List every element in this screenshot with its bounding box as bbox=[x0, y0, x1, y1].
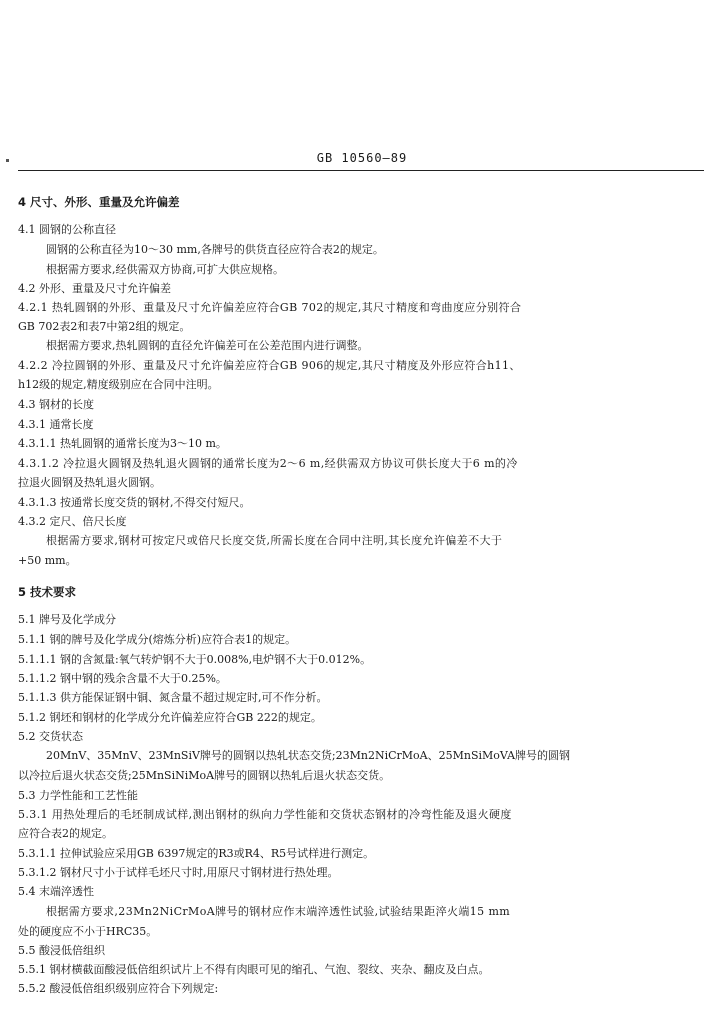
subsection-heading: 4.3.2 定尺、倍尺长度 bbox=[18, 515, 127, 528]
subsection-heading: 4.3.1 通常长度 bbox=[18, 418, 94, 431]
paragraph-line: 4.2.2 冷拉圆钢的外形、重量及尺寸允许偏差应符合GB 906的规定,其尺寸精度及外形应符合h11、 bbox=[18, 359, 521, 372]
subsection-heading: 4.1 圆钢的公称直径 bbox=[18, 223, 116, 236]
paragraph-line: 5.3.1.2 钢材尺寸小于试样毛坯尺寸时,用原尺寸钢材进行热处理。 bbox=[18, 866, 339, 879]
paragraph-line: 根据需方要求,23Mn2NiCrMoA牌号的钢材应作末端淬透性试验,试验结果距淬火端15 mm bbox=[46, 905, 511, 918]
paragraph-line: 5.1.1.3 供方能保证钢中铜、氮含量不超过规定时,可不作分析。 bbox=[18, 691, 328, 704]
paragraph-line: h12级的规定,精度级别应在合同中注明。 bbox=[18, 378, 219, 391]
paragraph-line: 圆钢的公称直径为10～30 mm,各牌号的供货直径应符合表2的规定。 bbox=[46, 243, 384, 256]
subsection-heading: 5.3 力学性能和工艺性能 bbox=[18, 789, 138, 802]
section-heading: 4 尺寸、外形、重量及允许偏差 bbox=[18, 195, 180, 209]
paragraph-line: 4.3.1.3 按通常长度交货的钢材,不得交付短尺。 bbox=[18, 496, 251, 509]
paragraph-line: 处的硬度应不小于HRC35。 bbox=[18, 925, 158, 938]
paragraph-line: 5.3.1 用热处理后的毛坯制成试样,测出钢材的纵向力学性能和交货状态钢材的冷弯性能及退火硬度 bbox=[18, 808, 512, 821]
paragraph-line: 根据需方要求,钢材可按定尺或倍尺长度交货,所需长度在合同中注明,其长度允许偏差不大于 bbox=[46, 534, 503, 547]
subsection-heading: 5.5 酸浸低倍组织 bbox=[18, 944, 105, 957]
paragraph-line: 5.1.1 钢的牌号及化学成分(熔炼分析)应符合表1的规定。 bbox=[18, 633, 297, 646]
paragraph-line: 应符合表2的规定。 bbox=[18, 827, 113, 840]
paragraph-line: 根据需方要求,热轧圆钢的直径允许偏差可在公差范围内进行调整。 bbox=[46, 339, 369, 352]
paragraph-line: 4.3.1.2 冷拉退火圆钢及热轧退火圆钢的通常长度为2～6 m,经供需双方协议可供长度大于6 m的冷 bbox=[18, 457, 518, 470]
paragraph-line: 5.5.1 钢材横截面酸浸低倍组织试片上不得有肉眼可见的缩孔、气泡、裂纹、夹杂、翻皮及白点。 bbox=[18, 963, 490, 976]
paragraph-line: 4.2.1 热轧圆钢的外形、重量及尺寸允许偏差应符合GB 702的规定,其尺寸精度和弯曲度应分别符合 bbox=[18, 301, 522, 314]
page-header: GB 10560—89 bbox=[316, 151, 408, 165]
paragraph-line: 以冷拉后退火状态交货;25MnSiNiMoA牌号的圆钢以热轧后退火状态交货。 bbox=[18, 769, 391, 782]
header-rule bbox=[18, 170, 704, 171]
scan-mark bbox=[6, 159, 9, 162]
paragraph-line: 5.1.2 钢坯和钢材的化学成分允许偏差应符合GB 222的规定。 bbox=[18, 711, 322, 724]
paragraph-line: 20MnV、35MnV、23MnSiV牌号的圆钢以热轧状态交货;23Mn2NiCrMoA、25MnSiMoVA牌号的圆钢 bbox=[46, 749, 571, 762]
subsection-heading: 5.4 末端淬透性 bbox=[18, 885, 94, 898]
section-heading: 5 技术要求 bbox=[18, 585, 77, 599]
subsection-heading: 4.3 钢材的长度 bbox=[18, 398, 94, 411]
paragraph-line: 根据需方要求,经供需双方协商,可扩大供应规格。 bbox=[46, 263, 284, 276]
paragraph-line: 5.5.2 酸浸低倍组织级别应符合下列规定: bbox=[18, 982, 219, 995]
paragraph-line: +50 mm。 bbox=[18, 554, 77, 567]
subsection-heading: 5.1 牌号及化学成分 bbox=[18, 613, 116, 626]
paragraph-line: 4.3.1.1 热轧圆钢的通常长度为3～10 m。 bbox=[18, 437, 227, 450]
paragraph-line: 5.1.1.2 钢中钢的残余含量不大于0.25%。 bbox=[18, 672, 227, 685]
subsection-heading: 5.2 交货状态 bbox=[18, 730, 83, 743]
paragraph-line: 5.3.1.1 拉伸试验应采用GB 6397规定的R3或R4、R5号试样进行测定。 bbox=[18, 847, 375, 860]
paragraph-line: 5.1.1.1 钢的含氮量:氧气转炉钢不大于0.008%,电炉钢不大于0.012%。 bbox=[18, 653, 372, 666]
paragraph-line: GB 702表2和表7中第2组的规定。 bbox=[18, 320, 191, 333]
subsection-heading: 4.2 外形、重量及尺寸允许偏差 bbox=[18, 282, 171, 295]
paragraph-line: 拉退火圆钢及热轧退火圆钢。 bbox=[18, 476, 161, 489]
